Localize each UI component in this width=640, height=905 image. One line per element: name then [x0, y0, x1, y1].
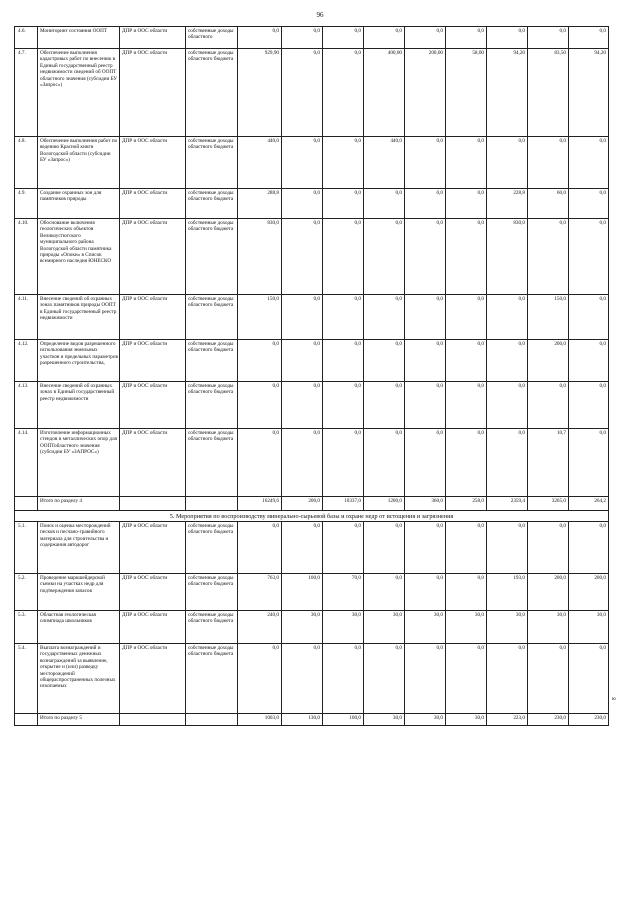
amount-cell: 10,7 — [528, 429, 569, 497]
total-row — [15, 497, 609, 511]
amount-cell: 0,0 — [487, 382, 528, 429]
amount-cell: 0,0 — [323, 340, 364, 382]
funding-source: собственные доходы областного — [186, 27, 238, 49]
executor: ДПР и ООС области — [120, 611, 186, 644]
amount-cell: 0,0 — [528, 137, 569, 189]
amount-cell: 0,0 — [487, 429, 528, 497]
amount-cell: 0,0 — [405, 137, 446, 189]
measure-name: Обоснование включения геологических объектов Великоустюгского муниципального района Вологодской области памятника природы «Опоки» в Список всемирного наследия ЮНЕСКО — [38, 219, 120, 295]
row-number: 4.12. — [15, 340, 38, 382]
amount-cell: 0,0 — [364, 189, 405, 219]
amount-cell: 0,0 — [569, 137, 609, 189]
amount-cell: 0,0 — [487, 522, 528, 574]
measure-name: Изготовление информационных стендов и металлических опор для ООПТобластного значения (субсидии БУ «ЗАПРОС») — [38, 429, 120, 497]
amount-cell: 0,0 — [405, 189, 446, 219]
amount-cell: 30,0 — [405, 611, 446, 644]
total-amount-cell: 360,0 — [405, 497, 446, 511]
amount-cell: 94,20 — [569, 49, 609, 137]
amount-cell: 0,0 — [446, 137, 487, 189]
amount-cell: 0,0 — [446, 295, 487, 340]
total-amount-cell: 200,0 — [282, 497, 323, 511]
amount-cell: 150,0 — [238, 295, 282, 340]
amount-cell: 70,0 — [323, 574, 364, 611]
table-row — [15, 429, 609, 497]
funding-source: собственные доходы областного бюджета — [186, 49, 238, 137]
amount-cell: 0,0 — [364, 574, 405, 611]
measure-name: Областная геологическая олимпиада школьников — [38, 611, 120, 644]
amount-cell: 0,0 — [238, 522, 282, 574]
executor: ДПР и ООС области — [120, 189, 186, 219]
amount-cell: 0,0 — [528, 27, 569, 49]
table-row — [15, 219, 609, 295]
amount-cell: 0,0 — [405, 295, 446, 340]
measure-name: Обеспечение выполнения работ по ведению Красной книги Вологодской области (субсидии БУ «Запрос») — [38, 137, 120, 189]
amount-cell: 0,0 — [282, 340, 323, 382]
amount-cell: 0,0 — [569, 382, 609, 429]
amount-cell: 0,0 — [405, 382, 446, 429]
funding-source: собственные доходы областного бюджета — [186, 429, 238, 497]
executor: ДПР и ООС области — [120, 382, 186, 429]
page-number: 96 — [316, 11, 324, 19]
executor: ДПР и ООС области — [120, 219, 186, 295]
funding-source: собственные доходы областного бюджета — [186, 340, 238, 382]
amount-cell: 400,00 — [364, 49, 405, 137]
funding-source: собственные доходы областного бюджета — [186, 574, 238, 611]
executor: ДПР и ООС области — [120, 574, 186, 611]
amount-cell: 0,0 — [569, 522, 609, 574]
executor: ДПР и ООС области — [120, 429, 186, 497]
amount-cell: 0,0 — [364, 429, 405, 497]
empty-cell — [120, 497, 186, 511]
amount-cell: 0,0 — [446, 644, 487, 714]
table-row — [15, 295, 609, 340]
total-amount-cell: 16249,6 — [238, 497, 282, 511]
amount-cell: 830,0 — [487, 219, 528, 295]
amount-cell: 0,0 — [528, 644, 569, 714]
total-amount-cell: 30,0 — [446, 714, 487, 726]
amount-cell: 0,0 — [569, 27, 609, 49]
amount-cell: 440,0 — [364, 137, 405, 189]
amount-cell: 0,0 — [364, 522, 405, 574]
amount-cell: 0,0 — [238, 644, 282, 714]
amount-cell: 30,0 — [364, 611, 405, 644]
amount-cell: 0,0 — [528, 382, 569, 429]
amount-cell: 0,0 — [405, 429, 446, 497]
total-amount-cell: 30,0 — [364, 714, 405, 726]
total-amount-cell: 230,0 — [528, 714, 569, 726]
amount-cell: 0,0 — [323, 219, 364, 295]
empty-cell — [186, 497, 238, 511]
footer-mark: ю — [612, 697, 616, 702]
amount-cell: 200,0 — [528, 574, 569, 611]
amount-cell: 0,0 — [323, 522, 364, 574]
total-amount-cell: 258,0 — [446, 497, 487, 511]
amount-cell: 0,0 — [282, 49, 323, 137]
amount-cell: 0,0 — [405, 340, 446, 382]
total-amount-cell: 230,0 — [569, 714, 609, 726]
executor: ДПР и ООС области — [120, 49, 186, 137]
amount-cell: 0,0 — [487, 340, 528, 382]
row-number: 4.10. — [15, 219, 38, 295]
amount-cell: 30,0 — [569, 611, 609, 644]
amount-cell: 0,0 — [528, 219, 569, 295]
measure-name: Определение видов разрешенного использования земельных участков и предельных параметров разрешенного строительства, — [38, 340, 120, 382]
measure-name: Мониторинг состояния ООПТ — [38, 27, 120, 49]
executor: ДПР и ООС области — [120, 27, 186, 49]
total-amount-cell: 100,0 — [323, 714, 364, 726]
amount-cell: 58,00 — [446, 49, 487, 137]
amount-cell: 0,0 — [405, 574, 446, 611]
table-row — [15, 382, 609, 429]
amount-cell: 0,0 — [282, 219, 323, 295]
amount-cell: 0,0 — [323, 644, 364, 714]
amount-cell: 200,00 — [405, 49, 446, 137]
executor: ДПР и ООС области — [120, 295, 186, 340]
executor: ДПР и ООС области — [120, 522, 186, 574]
measure-name: Поиск и оценка месторождений песков и песчано-гравийного материала для строительства и содержания автодорог — [38, 522, 120, 574]
measure-name: Обеспечение выполнения кадастровых работ по внесению в Единый государственный реестр недвижимости сведений об ООПТ областного значения (субсидии БУ «Запрос») — [38, 49, 120, 137]
table-row — [15, 574, 609, 611]
total-amount-cell: 1200,0 — [364, 497, 405, 511]
amount-cell: 0,0 — [323, 295, 364, 340]
amount-cell: 763,0 — [238, 574, 282, 611]
total-amount-cell: 2359,4 — [487, 497, 528, 511]
table-row — [15, 49, 609, 137]
amount-cell: 0,0 — [282, 522, 323, 574]
table-row — [15, 340, 609, 382]
total-amount-cell: 223,0 — [487, 714, 528, 726]
amount-cell: 60,0 — [528, 189, 569, 219]
amount-cell: 0,0 — [238, 429, 282, 497]
amount-cell: 0,0 — [238, 382, 282, 429]
section-5-title: 5. Мероприятия по воспроизводству минерально-сырьевой базы и охране недр от истощения и загрязнения — [15, 511, 609, 522]
total-amount-cell: 10337,0 — [323, 497, 364, 511]
amount-cell: 0,0 — [446, 189, 487, 219]
amount-cell: 0,0 — [487, 27, 528, 49]
amount-cell: 100,0 — [282, 574, 323, 611]
total-amount-cell: 130,0 — [282, 714, 323, 726]
section-4-rows — [15, 27, 609, 511]
amount-cell: 0,0 — [405, 27, 446, 49]
amount-cell: 929,90 — [238, 49, 282, 137]
table-row — [15, 522, 609, 574]
empty-cell — [15, 714, 38, 726]
amount-cell: 0,0 — [282, 137, 323, 189]
amount-cell: 0,0 — [487, 644, 528, 714]
amount-cell: 0,0 — [446, 340, 487, 382]
row-number: 5.3. — [15, 611, 38, 644]
measure-name: Проведение маркшейдерской съемки на участках недр для подтверждения запасов — [38, 574, 120, 611]
amount-cell: 0,0 — [323, 382, 364, 429]
amount-cell: 83,50 — [528, 49, 569, 137]
funding-source: собственные доходы областного бюджета — [186, 644, 238, 714]
amount-cell: 30,0 — [528, 611, 569, 644]
funding-source: собственные доходы областного бюджета — [186, 219, 238, 295]
measure-name: Внесение сведений об охранных зонах в Единый государственный реестр недвижимости — [38, 382, 120, 429]
amount-cell: 288,8 — [238, 189, 282, 219]
executor: ДПР и ООС области — [120, 644, 186, 714]
amount-cell: 0,0 — [364, 219, 405, 295]
amount-cell: 0,0 — [323, 137, 364, 189]
section-5-header — [15, 511, 609, 522]
row-number: 5.1. — [15, 522, 38, 574]
measure-name: Внесение сведений об охранных зонах памятников природы ООПТ в Единый государственный реестр недвижимости — [38, 295, 120, 340]
total-amount-cell: 264,2 — [569, 497, 609, 511]
amount-cell: 0,0 — [364, 27, 405, 49]
amount-cell: 0,0 — [487, 137, 528, 189]
row-number: 5.4. — [15, 644, 38, 714]
amount-cell: 0,0 — [405, 219, 446, 295]
amount-cell: 200,0 — [528, 340, 569, 382]
executor: ДПР и ООС области — [120, 137, 186, 189]
amount-cell: 0,0 — [569, 189, 609, 219]
amount-cell: 0,0 — [323, 27, 364, 49]
amount-cell: 0,0 — [569, 429, 609, 497]
row-number: 4.11. — [15, 295, 38, 340]
amount-cell: 0,0 — [364, 644, 405, 714]
amount-cell: 0,0 — [446, 574, 487, 611]
row-number: 4.13. — [15, 382, 38, 429]
amount-cell: 0,0 — [405, 522, 446, 574]
section-5-rows — [15, 522, 609, 726]
amount-cell: 0,0 — [323, 189, 364, 219]
total-label: Итого по разделу 4 — [38, 497, 120, 511]
amount-cell: 0,0 — [405, 644, 446, 714]
table-row — [15, 27, 609, 49]
amount-cell: 0,0 — [487, 295, 528, 340]
amount-cell: 240,0 — [238, 611, 282, 644]
table-row — [15, 189, 609, 219]
measure-name: Выплата вознаграждений и государственных денежных вознаграждений за выявление, открытие и (или) разведку месторождений общераспространенных полезных ископаемых — [38, 644, 120, 714]
amount-cell: 0,0 — [446, 429, 487, 497]
amount-cell: 0,0 — [282, 27, 323, 49]
amount-cell: 0,0 — [528, 522, 569, 574]
amount-cell: 0,0 — [569, 295, 609, 340]
amount-cell: 228,8 — [487, 189, 528, 219]
measure-name: Создание охранных зон для памятников природы — [38, 189, 120, 219]
table-row — [15, 137, 609, 189]
amount-cell: 0,0 — [569, 340, 609, 382]
amount-cell: 0,0 — [282, 189, 323, 219]
total-label: Итого по разделу 5 — [38, 714, 120, 726]
empty-cell — [186, 714, 238, 726]
total-amount-cell: 30,0 — [405, 714, 446, 726]
amount-cell: 0,0 — [364, 340, 405, 382]
amount-cell: 440,0 — [238, 137, 282, 189]
funding-source: собственные доходы областного бюджета — [186, 611, 238, 644]
row-number: 4.9. — [15, 189, 38, 219]
amount-cell: 30,0 — [487, 611, 528, 644]
row-number: 4.6. — [15, 27, 38, 49]
amount-cell: 193,0 — [487, 574, 528, 611]
amount-cell: 150,0 — [528, 295, 569, 340]
funding-source: собственные доходы областного бюджета — [186, 382, 238, 429]
amount-cell: 830,0 — [238, 219, 282, 295]
funding-source: собственные доходы областного бюджета — [186, 137, 238, 189]
budget-table — [14, 26, 609, 726]
empty-cell — [15, 497, 38, 511]
funding-source: собственные доходы областного бюджета — [186, 295, 238, 340]
amount-cell: 0,0 — [238, 27, 282, 49]
amount-cell: 0,0 — [282, 429, 323, 497]
amount-cell: 0,0 — [569, 644, 609, 714]
total-row — [15, 714, 609, 726]
amount-cell: 0,0 — [446, 219, 487, 295]
amount-cell: 30,0 — [282, 611, 323, 644]
executor: ДПР и ООС области — [120, 340, 186, 382]
amount-cell: 0,0 — [238, 340, 282, 382]
amount-cell: 0,0 — [282, 644, 323, 714]
amount-cell: 0,0 — [446, 382, 487, 429]
table-row — [15, 611, 609, 644]
amount-cell: 0,0 — [323, 49, 364, 137]
funding-source: собственные доходы областного бюджета — [186, 189, 238, 219]
total-amount-cell: 3265,0 — [528, 497, 569, 511]
amount-cell: 0,0 — [282, 295, 323, 340]
row-number: 4.8. — [15, 137, 38, 189]
funding-source: собственные доходы областного бюджета — [186, 522, 238, 574]
amount-cell: 30,0 — [446, 611, 487, 644]
amount-cell: 0,0 — [446, 27, 487, 49]
amount-cell: 0,0 — [282, 382, 323, 429]
amount-cell: 200,0 — [569, 574, 609, 611]
row-number: 4.7. — [15, 49, 38, 137]
amount-cell: 0,0 — [569, 219, 609, 295]
amount-cell: 94,20 — [487, 49, 528, 137]
amount-cell: 0,0 — [364, 382, 405, 429]
row-number: 5.2. — [15, 574, 38, 611]
empty-cell — [120, 714, 186, 726]
row-number: 4.14. — [15, 429, 38, 497]
amount-cell: 0,0 — [446, 522, 487, 574]
total-amount-cell: 1003,0 — [238, 714, 282, 726]
amount-cell: 0,0 — [323, 429, 364, 497]
amount-cell: 30,0 — [323, 611, 364, 644]
amount-cell: 0,0 — [364, 295, 405, 340]
table-row — [15, 644, 609, 714]
